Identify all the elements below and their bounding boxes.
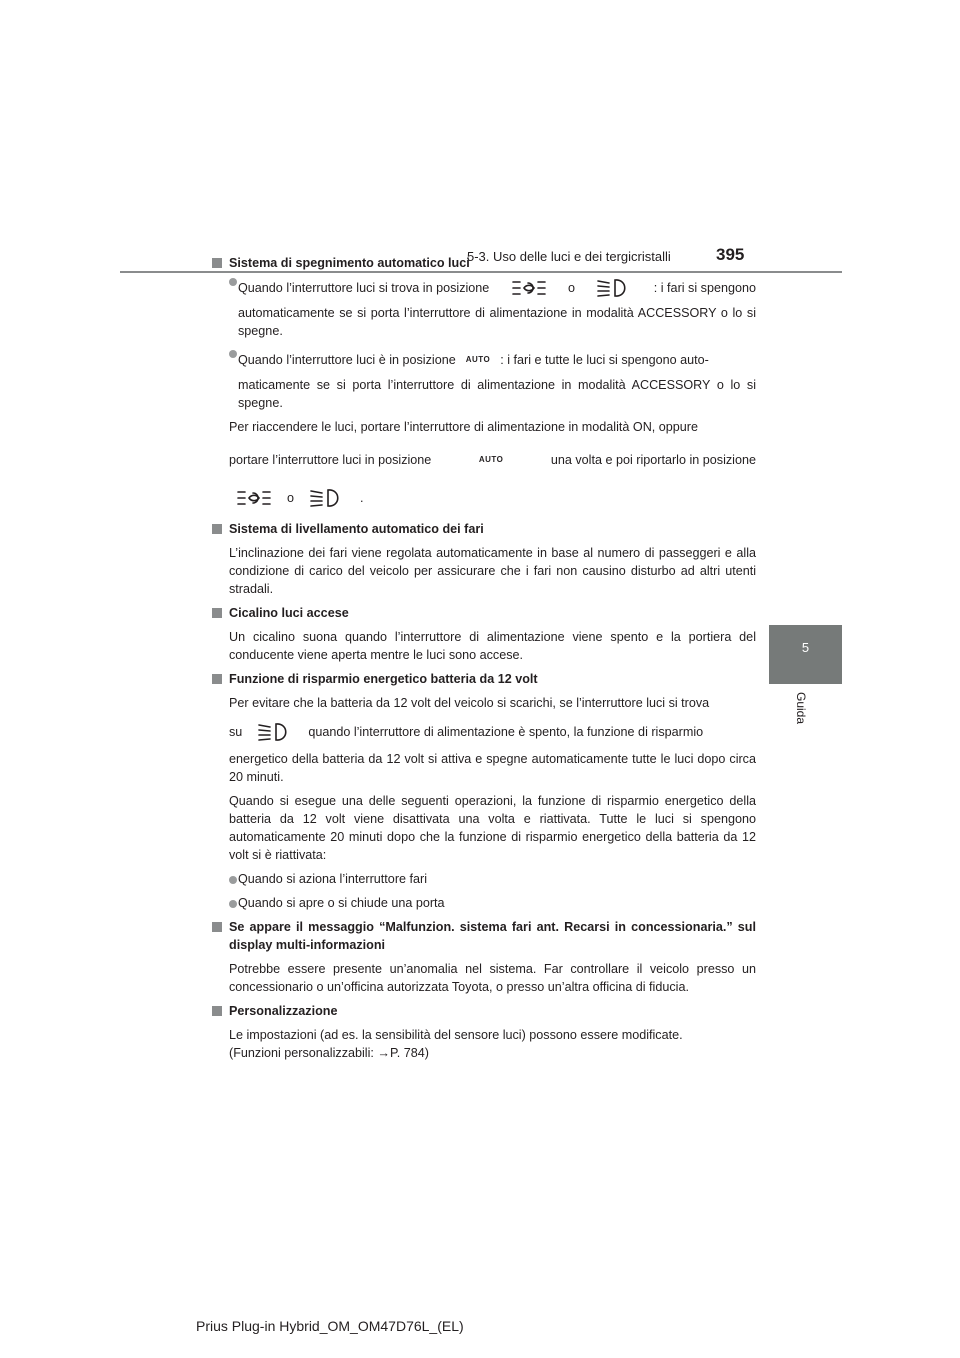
heading-square-icon [212, 258, 222, 268]
bullet-item [212, 870, 756, 888]
bullet-text: Quando si apre o si chiude una porta [238, 896, 445, 910]
paragraph: Un cicalino suona quando l’interruttore di alimentazione viene spento e la portiera del conducente viene aperta mentre le luci sono accese. [229, 630, 756, 662]
tail-light-icon [235, 487, 273, 509]
heading-cicalino: Cicalino luci accese [212, 604, 756, 622]
heading-square-icon [212, 524, 222, 534]
heading-messaggio: Se appare il messaggio “Malfunzion. sistema fari ant. Recarsi in concessionaria.” sul display multi-informazioni [212, 918, 756, 954]
bullet-item [212, 344, 756, 412]
paragraph: Per evitare che la batteria da 12 volt del veicolo si scarichi, se l’interruttore luci si trova su quando l’interruttore di alimentazione è spento, la funzione di risparmio energetico della batteria da 12 volt si attiva e spegne automaticamente tutte le luci dopo circa 20 minuti. [229, 696, 756, 784]
heading-square-icon [212, 608, 222, 618]
paragraph: Quando si esegue una delle seguenti operazioni, la funzione di risparmio energetico della batteria da 12 volt viene disattivata una volta e riattivata. Tutte le luci si spengono automaticamente 20 minuti dopo che la funzione di risparmio energetico della batteria da 12 volt si è riattivata: [229, 794, 756, 862]
page-content [212, 254, 756, 1068]
footer-document-id: Prius Plug-in Hybrid_OM_OM47D76L_(EL) [196, 1318, 464, 1334]
section-title: 5-3. Uso delle luci e dei tergicristalli [467, 249, 671, 264]
bullet-dot-icon [229, 350, 237, 358]
heading-risparmio: Funzione di risparmio energetico batteria da 12 volt [212, 670, 756, 688]
heading-spegnimento: Sistema di spegnimento automatico luci [212, 254, 756, 272]
bullet-dot-icon [229, 900, 237, 908]
chapter-tab-number: 5 [801, 640, 810, 655]
auto-icon: AUTO [478, 455, 504, 464]
headlight-icon [595, 277, 633, 299]
bullet-item [212, 894, 756, 912]
bullet-text: o [568, 281, 576, 295]
heading-square-icon [212, 922, 222, 932]
bullet-text: automaticamente se si porta l’interruttore di alimentazione in modalità ACCESSORY o lo si spegne. [238, 306, 756, 338]
paragraph: Potrebbe essere presente un’anomalia nel sistema. Far controllare il veicolo presso un concessionario o un’officina autorizzata Toyota, o presso un’altra officina di fiducia. [229, 962, 756, 994]
bullet-text: Quando si aziona l’interruttore fari [238, 872, 428, 886]
chapter-tab[interactable] [769, 625, 842, 684]
cross-reference-link[interactable]: (Funzioni personalizzabili: →P. 784) [229, 1046, 429, 1060]
heading-square-icon [212, 674, 222, 684]
bullet-text: maticamente se si porta l’interruttore di alimentazione in modalità ACCESSORY o lo si spegne. [238, 378, 756, 410]
bullet-text: Quando l’interruttore luci si trova in posizione [238, 281, 490, 295]
chapter-tab-label: Guida [794, 692, 808, 725]
bullet-dot-icon [229, 876, 237, 884]
headlight-icon [256, 721, 294, 743]
bullet-item [212, 272, 756, 340]
headlight-icon [308, 487, 346, 509]
page-number: 395 [716, 245, 745, 264]
bullet-text: : i fari si spengono [653, 281, 756, 295]
bullet-text: : i fari e tutte le luci si spengono auto- [500, 353, 709, 367]
note-paragraph: Per riaccendere le luci, portare l’interruttore di alimentazione in modalità ON, oppure portare l’interruttore luci in posizione AUTO una volta e poi riportarlo in posizione o . [212, 418, 756, 514]
bullet-text: Quando l’interruttore luci è in posizione [238, 353, 456, 367]
tail-light-icon [510, 277, 548, 299]
heading-livellamento: Sistema di livellamento automatico dei fari [212, 520, 756, 538]
paragraph: Le impostazioni (ad es. la sensibilità del sensore luci) possono essere modificate. (Funzioni personalizzabili: →P. 784) [212, 1026, 756, 1062]
heading-personalizzazione: Personalizzazione [212, 1002, 756, 1020]
paragraph: L’inclinazione dei fari viene regolata automaticamente in base al numero di passeggeri e alla condizione di carico del veicolo per assicurare che i fari non causino disturbo ad altri utenti stradali. [229, 546, 756, 596]
heading-square-icon [212, 1006, 222, 1016]
bullet-dot-icon [229, 278, 237, 286]
auto-icon: AUTO [465, 355, 491, 364]
